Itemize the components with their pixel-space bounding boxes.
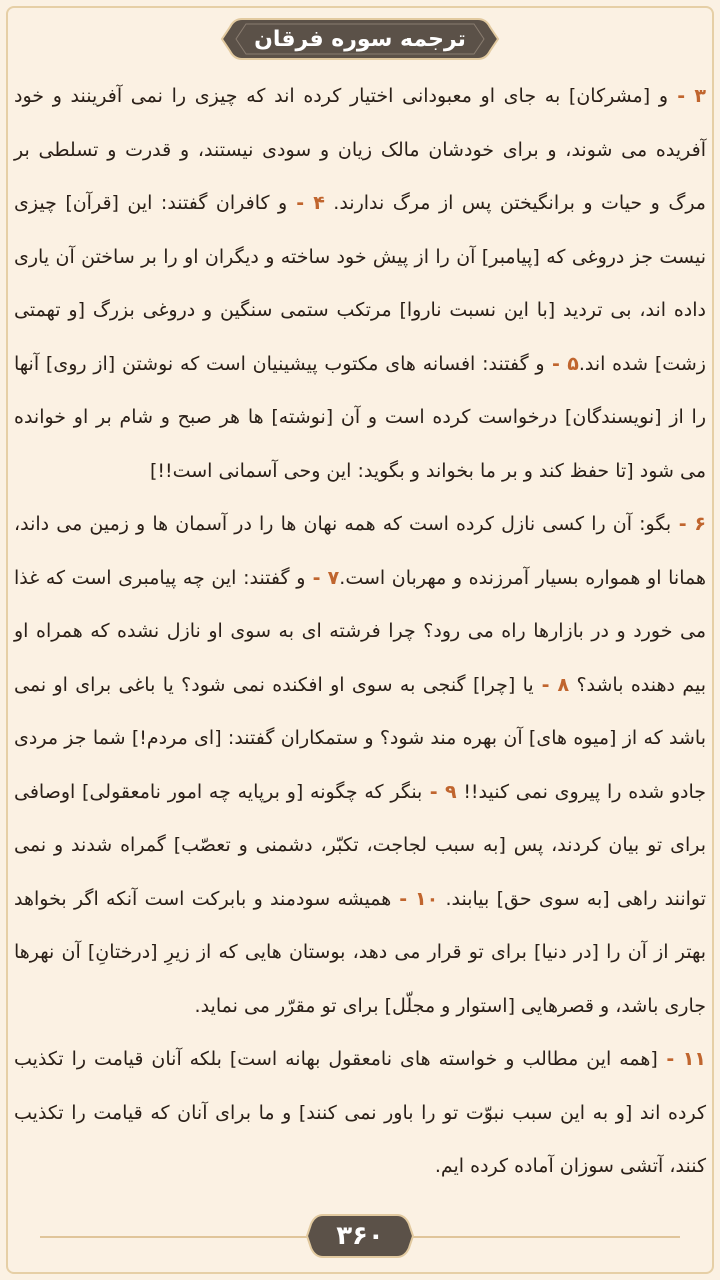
verse-text: بگو: آن را کسی نازل کرده است که همه نهان ها را در آسمان ها و زمین می داند، همانا او همواره بسیار آمرزنده و مهربان است. xyxy=(14,513,706,589)
verse-number: ۴ xyxy=(313,192,325,214)
verse-text: و [مشرکان] به جای او معبودانی اختیار کرده اند که چیزی را نمی آفرینند و خود آفریده می شوند، و برای خودشان مالک زیان و سودی نیستند، و قدرت و تسلطی بر مرگ و حیات و برانگیختن پس از مرگ ندارند. xyxy=(14,85,706,214)
verse-number: ۸ xyxy=(557,673,570,696)
page-number-badge xyxy=(305,1212,415,1260)
verse-number: ۶ xyxy=(694,513,706,535)
footer xyxy=(0,1212,720,1262)
header xyxy=(0,14,720,64)
verse-paragraph: ۱۱ - [همه این مطالب و خواسته های نامعقول بهانه است] بلکه آنان قیامت را تکذیب کرده اند [و به این سبب نبوّت تو را باور نمی کنند] و ما برای آنان که قیامت را تکذیب کنند، آتشی سوزان آماده کرده ایم. xyxy=(14,1048,706,1177)
title-badge xyxy=(220,17,500,61)
verse-number: ۳ xyxy=(694,85,707,107)
verse-number: ۵ xyxy=(567,352,579,375)
verse-text: و کافران گفتند: این [قرآن] چیزی نیست جز دروغی که [پیامبر] آن را از پیش خود ساخته و دیگران او را بر ساختن آن یاری داده اند، بی تردید [با این نسبت ناروا] مرتکب ستمی سنگین و دروغی بزرگ [و تهمتی زشت] شده اند. xyxy=(14,192,706,375)
verse-text: همیشه سودمند و بابرکت است آنکه اگر بخواهد بهتر از آن را [در دنیا] برای تو قرار می دهد، بوستان هایی که از زیرِ [درختانِ] آن نهرها جاری باشد، و قصرهایی [استوار و مجلّل] برای تو مقرّر می نماید. xyxy=(14,887,706,1017)
verse-text: و گفتند: افسانه های مکتوب پیشینیان است که نوشتن [از روی] آنها را از [نویسندگان] درخواست کرده است و آن [نوشته] ها هر صبح و شام بر او خوانده می شود [تا حفظ کند و بر ما بخواند و بگوید: این وحی آسمانی است!!] xyxy=(14,352,706,482)
verse-paragraph: ۶ - بگو: آن را کسی نازل کرده است که همه نهان ها را در آسمان ها و زمین می داند، همانا او همواره بسیار آمرزنده و مهربان است.۷ - و گفتند: این چه پیامبری است که غذا می خورد و در بازارها راه می رود؟ چرا فرشته ای به سوی او نازل نشده که همراه او بیم دهنده باشد؟ ۸ - یا [چرا] گنجی به سوی او افکنده نمی شود؟ یا باغی برای او نمی باشد که از [میوه های] آن بهره مند شود؟ و ستمکاران گفتند: [ای مردم!] شما جز مردی جادو شده را پیروی نمی کنید!! ۹ - بنگر که چگونه [و برپایه چه امور نامعقولی] اوصافی برای تو بیان کردند، پس [به سبب لجاجت، تکبّر، دشمنی و تعصّب] گمراه شدند و نمی توانند راهی [به سوی حق] بیابند. ۱۰ - همیشه سودمند و بابرکت است آنکه اگر بخواهد بهتر از آن را [در دنیا] برای تو قرار می دهد، بوستان هایی که از زیرِ [درختانِ] آن نهرها جاری باشد، و قصرهایی [استوار و مجلّل] برای تو مقرّر می نماید. xyxy=(14,513,707,1017)
verse-paragraph: ۳ - و [مشرکان] به جای او معبودانی اختیار کرده اند که چیزی را نمی آفرینند و خود آفریده می شوند، و برای خودشان مالک زیان و سودی نیستند، و قدرت و تسلطی بر مرگ و حیات و برانگیختن پس از مرگ ندارند. ۴ - و کافران گفتند: این [قرآن] چیزی نیست جز دروغی که [پیامبر] آن را از پیش خود ساخته و دیگران او را بر ساختن آن یاری داده اند، بی تردید [با این نسبت ناروا] مرتکب ستمی سنگین و دروغی بزرگ [و تهمتی زشت] شده اند.۵ - و گفتند: افسانه های مکتوب پیشینیان است که نوشتن [از روی] آنها را از [نویسندگان] درخواست کرده است و آن [نوشته] ها هر صبح و شام بر او خوانده می شود [تا حفظ کند و بر ما بخواند و بگوید: این وحی آسمانی است!!] xyxy=(14,85,707,482)
translation-text xyxy=(14,70,706,1200)
verse-number: ۱۰ xyxy=(414,887,439,910)
verse-text: [همه این مطالب و خواسته های نامعقول بهانه است] بلکه آنان قیامت را تکذیب کرده اند [و به این سبب نبوّت تو را باور نمی کنند] و ما برای آنان که قیامت را تکذیب کنند، آتشی سوزان آماده کرده ایم. xyxy=(14,1048,706,1177)
page-title: ترجمه سوره فرقان xyxy=(254,26,466,52)
verse-number: ۹ xyxy=(444,780,457,803)
verse-text: و گفتند: این چه پیامبری است که غذا می خورد و در بازارها راه می رود؟ چرا فرشته ای به سوی او نازل نشده که همراه او بیم دهنده باشد؟ xyxy=(14,566,707,696)
verse-text: بنگر که چگونه [و برپایه چه امور نامعقولی] اوصافی برای تو بیان کردند، پس [به سبب لجاجت، تکبّر، دشمنی و تعصّب] گمراه شدند و نمی توانند راهی [به سوی حق] بیابند. xyxy=(14,780,707,910)
verse-text: یا [چرا] گنجی به سوی او افکنده نمی شود؟ یا باغی برای او نمی باشد که از [میوه های] آن بهره مند شود؟ و ستمکاران گفتند: [ای مردم!] شما جز مردی جادو شده را پیروی نمی کنید!! xyxy=(14,673,706,803)
verse-number: ۷ xyxy=(327,566,340,589)
verse-number: ۱۱ xyxy=(682,1048,706,1070)
page-number: ۳۶۰ xyxy=(336,1221,384,1251)
